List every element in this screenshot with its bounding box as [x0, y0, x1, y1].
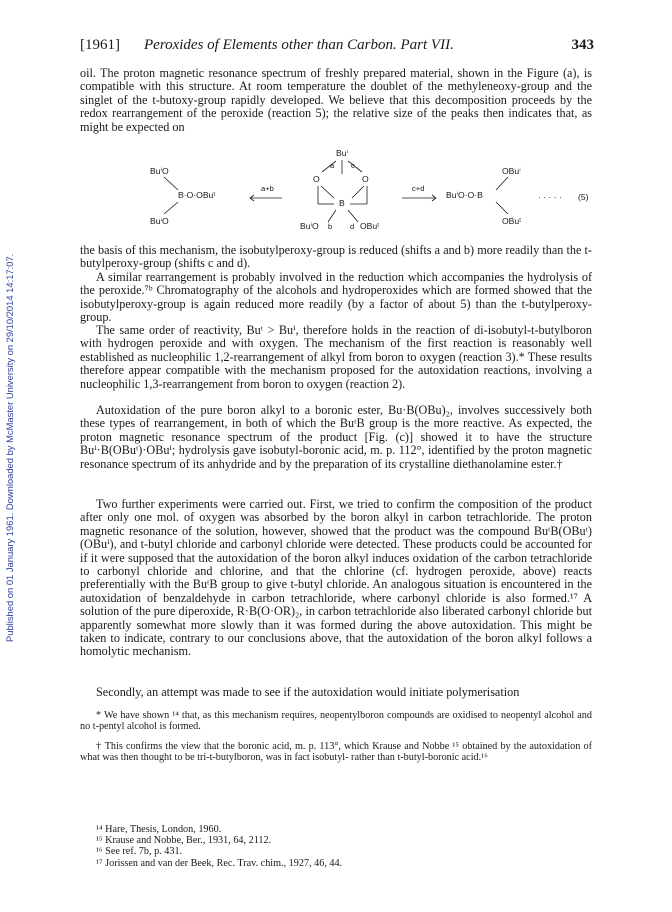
reference-15: ¹⁵ Krause and Nobbe, Ber., 1931, 64, 2112. [96, 835, 272, 847]
mid-label-b: b [328, 222, 333, 231]
download-notice: Published on 01 January 1961. Downloaded by McMaster University on 29/10/2014 14:17:07. [4, 253, 15, 643]
right-boron-peroxide: BuⁱO·O·B [446, 190, 483, 200]
arrow-label-ab: a+b [261, 184, 274, 193]
paragraph-5: Autoxidation of the pure boron alkyl to a boronic ester, Bu·B(OBu)₂, involves successively both these types of rearrangement, in both of which the BuᵗB group is the more reactive. As expected, the proton magnetic resonance spectrum of the product [Fig. (c)] showed it to have the structure Buⁱ·B(OBuᵗ)·OBuⁱ; hydrolysis gave isobutyl-boronic acid, m. p. 112°, identified by the proton magnetic resonance spectrum of its anhydride and by the preparation of its crystalline diethanolamine ester.† [80, 403, 592, 471]
left-bottom-group: BuⁱO [150, 216, 169, 226]
right-bottom-group: OBuᵗ [502, 216, 522, 226]
paragraph-1: oil. The proton magnetic resonance spectrum of freshly prepared material, shown in the Figure (a), is compatible with this structure. At room temperature the doublet of the methyleneoxy-group and the singlet of the t-butoxy-group rapidly developed. We believe that this decomposition proceeds by the redox rearrangement of the peroxide (reaction 5); the relative size of the peaks then indicates that, as might be expected on [80, 66, 592, 134]
page-number: 343 [571, 37, 594, 53]
running-header [80, 37, 594, 57]
paragraph-2: the basis of this mechanism, the isobutylperoxy-group is reduced (shifts a and b) more readily than the t-butylperoxy-group (shifts c and d). [80, 243, 592, 271]
right-top-group: OBuⁱ [502, 166, 521, 176]
paragraph-7: Secondly, an attempt was made to see if the autoxidation would initiate polymerisation [96, 685, 520, 699]
mid-label-c: c [351, 161, 355, 170]
mid-bottom-right-group: OBuᵗ [360, 221, 380, 231]
mid-bottom-left-group: BuⁱO [300, 221, 319, 231]
reference-16: ¹⁶ See ref. 7b, p. 431. [96, 846, 183, 858]
reference-14: ¹⁴ Hare, Thesis, London, 1960. [96, 824, 222, 835]
header-title: Peroxides of Elements other than Carbon. Part VII. [144, 37, 454, 53]
left-top-group: BuⁱO [150, 166, 169, 176]
scheme-dots: · · · · · [538, 192, 562, 202]
reference-17: ¹⁷ Jorissen and van der Beek, Rec. Trav. chim., 1927, 46, 44. [96, 857, 343, 869]
mid-label-d: d [350, 222, 355, 231]
reaction-scheme-5 [150, 144, 590, 240]
header-year: [1961] [80, 37, 120, 53]
left-boron-peroxide: B·O·OBuᵗ [178, 190, 216, 200]
paragraph-3: A similar rearrangement is probably involved in the reduction which accompanies the hydrolysis of the peroxide.⁷ᵇ Chromatography of the alcohols and hydroperoxides which are formed showed that the isobutylperoxy-group is again reduced more readily (by a factor of about 5) than the t-butylperoxy-group. [80, 270, 592, 325]
paragraph-4: The same order of reactivity, Buᵗ > Buⁱ, therefore holds in the reaction of di-isobutyl-t-butylboron with hydrogen peroxide and with oxygen. The mechanism of the first reaction is reasonably well established as nucleophilic 1,2-rearrangement of alkyl from boron to oxygen (reaction 3).* These results therefore appear compatible with the mechanism proposed for the autoxidation reactions, involving a nucleophilic 1,3-rearrangement from boron to oxygen (reaction 2). [80, 323, 592, 391]
footnote-star: * We have shown ¹⁴ that, as this mechanism requires, neopentylboron compounds are oxidised to neopentyl alcohol and no t-pentyl alcohol is formed. [80, 710, 592, 733]
arrow-label-cd: c+d [412, 184, 425, 193]
paragraph-6: Two further experiments were carried out. First, we tried to confirm the composition of the product after only one mol. of oxygen was absorbed by the boron alkyl in carbon tetrachloride. The proton magnetic resonance of the solution, however, showed that the product was the compound BuᵗB(OBuᵗ)(OBuⁱ), and t-butyl chloride and carbonyl chloride were detected. These products could be accounted for if it were supposed that the autoxidation of the boron alkyl induces oxidation of the carbon tetrachloride to carbonyl chloride and chlorine, and that the chlorine (cf. hydrogen peroxide, above) reacts preferentially with the BuᵗB group to give t-butyl chloride. An analogous situation is encountered in the autoxidation of benzaldehyde in carbon tetrachloride, where carbonyl chloride is also formed.¹⁷ A solution of the pure diperoxide, R·B(O·OR)₂, in carbon tetrachloride also liberated carbonyl chloride but apparently somewhat more slowly than it was formed during the above autoxidation. This might be taken to indicate, contrary to our conclusions above, that the autoxidation of the boron alkyl follows a homolytic mechanism. [80, 497, 592, 659]
equation-number: (5) [578, 192, 589, 202]
mid-oxygen-left: O [313, 174, 320, 184]
reference-list [80, 824, 592, 869]
mid-oxygen-right: O [362, 174, 369, 184]
footnote-dagger: † This confirms the view that the boronic acid, m. p. 113°, which Krause and Nobbe ¹⁵ obtained by the autoxidation of what was then thought to be tri-t-butylboron, was in fact isobutyl- rather than t-butyl-boronic acid.¹⁶ [80, 741, 592, 764]
mid-boron: B [339, 198, 345, 208]
mid-label-a: a [330, 161, 335, 170]
mid-top-group: Buⁱ [336, 148, 349, 158]
